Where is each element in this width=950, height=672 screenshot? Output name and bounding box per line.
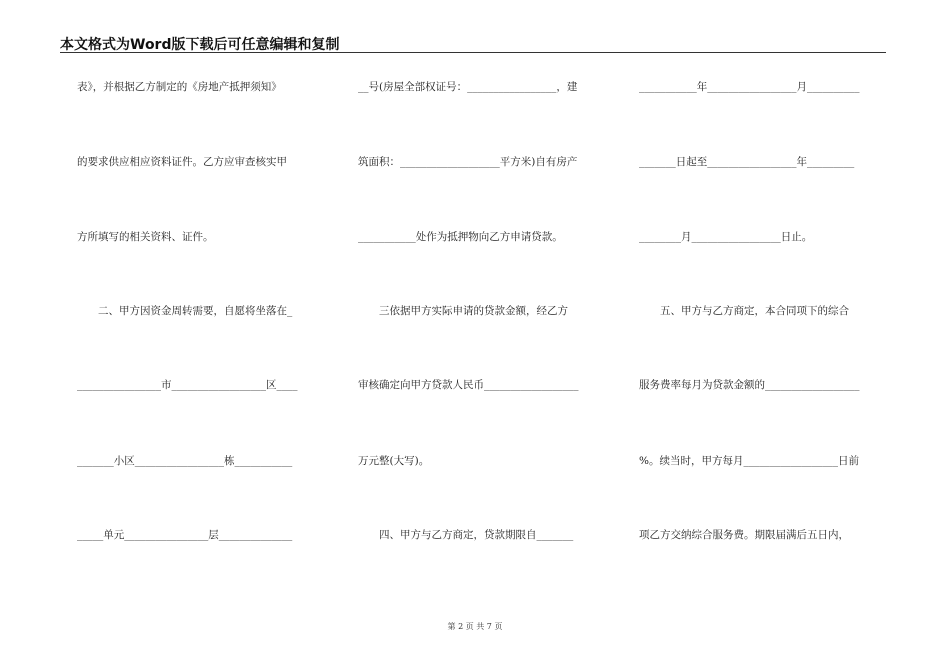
column-2-line: 万元整(大写)。 (358, 455, 430, 467)
column-3-line: 项乙方交纳综合服务费。期限届满后五日内， (639, 529, 849, 541)
column-2-line: 筑面积：___________________平方米)自有房产 (358, 156, 578, 168)
column-3-line: %。续当时，甲方每月__________________日前 (639, 455, 859, 467)
header-divider (60, 52, 886, 53)
column-1-line: 方所填写的相关资料、证件。 (77, 231, 214, 243)
column-2-line: __号(房屋全部权证号：_________________，建 (358, 81, 578, 93)
page-number-footer: 第 2 页 共 7 页 (447, 622, 503, 631)
column-1-line: _____单元________________层______________ (77, 529, 293, 541)
column-3-line: 服务费率每月为贷款金额的__________________ (639, 379, 860, 391)
column-2-line: ___________处作为抵押物向乙方申请贷款。 (358, 231, 563, 243)
column-2-line: 三依据甲方实际申请的贷款金额，经乙方 (358, 305, 568, 317)
document-header-title: 本文格式为Word版下载后可任意编辑和复制 (60, 37, 340, 53)
column-3-line: ___________年_________________月__________ (639, 81, 860, 93)
column-3-line: ________月_________________日止。 (639, 231, 813, 243)
column-2-line: 四、甲方与乙方商定，贷款期限自_______ (358, 529, 574, 541)
column-1-line: ________________市__________________区____ (77, 379, 298, 391)
column-1-line: 表》，并根据乙方制定的《房地产抵押须知》 (77, 81, 282, 93)
column-1-line: 的要求供应相应资料证件。乙方应审查核实甲 (77, 156, 287, 168)
column-2-line: 审核确定向甲方贷款人民币__________________ (358, 379, 579, 391)
column-3-line: 五、甲方与乙方商定，本合同项下的综合 (639, 305, 849, 317)
column-1-line: _______小区_________________栋___________ (77, 455, 293, 467)
column-3-line: _______日起至_________________年_________ (639, 156, 855, 168)
column-1-line: 二、甲方因资金周转需要，自愿将坐落在_ (77, 305, 293, 317)
